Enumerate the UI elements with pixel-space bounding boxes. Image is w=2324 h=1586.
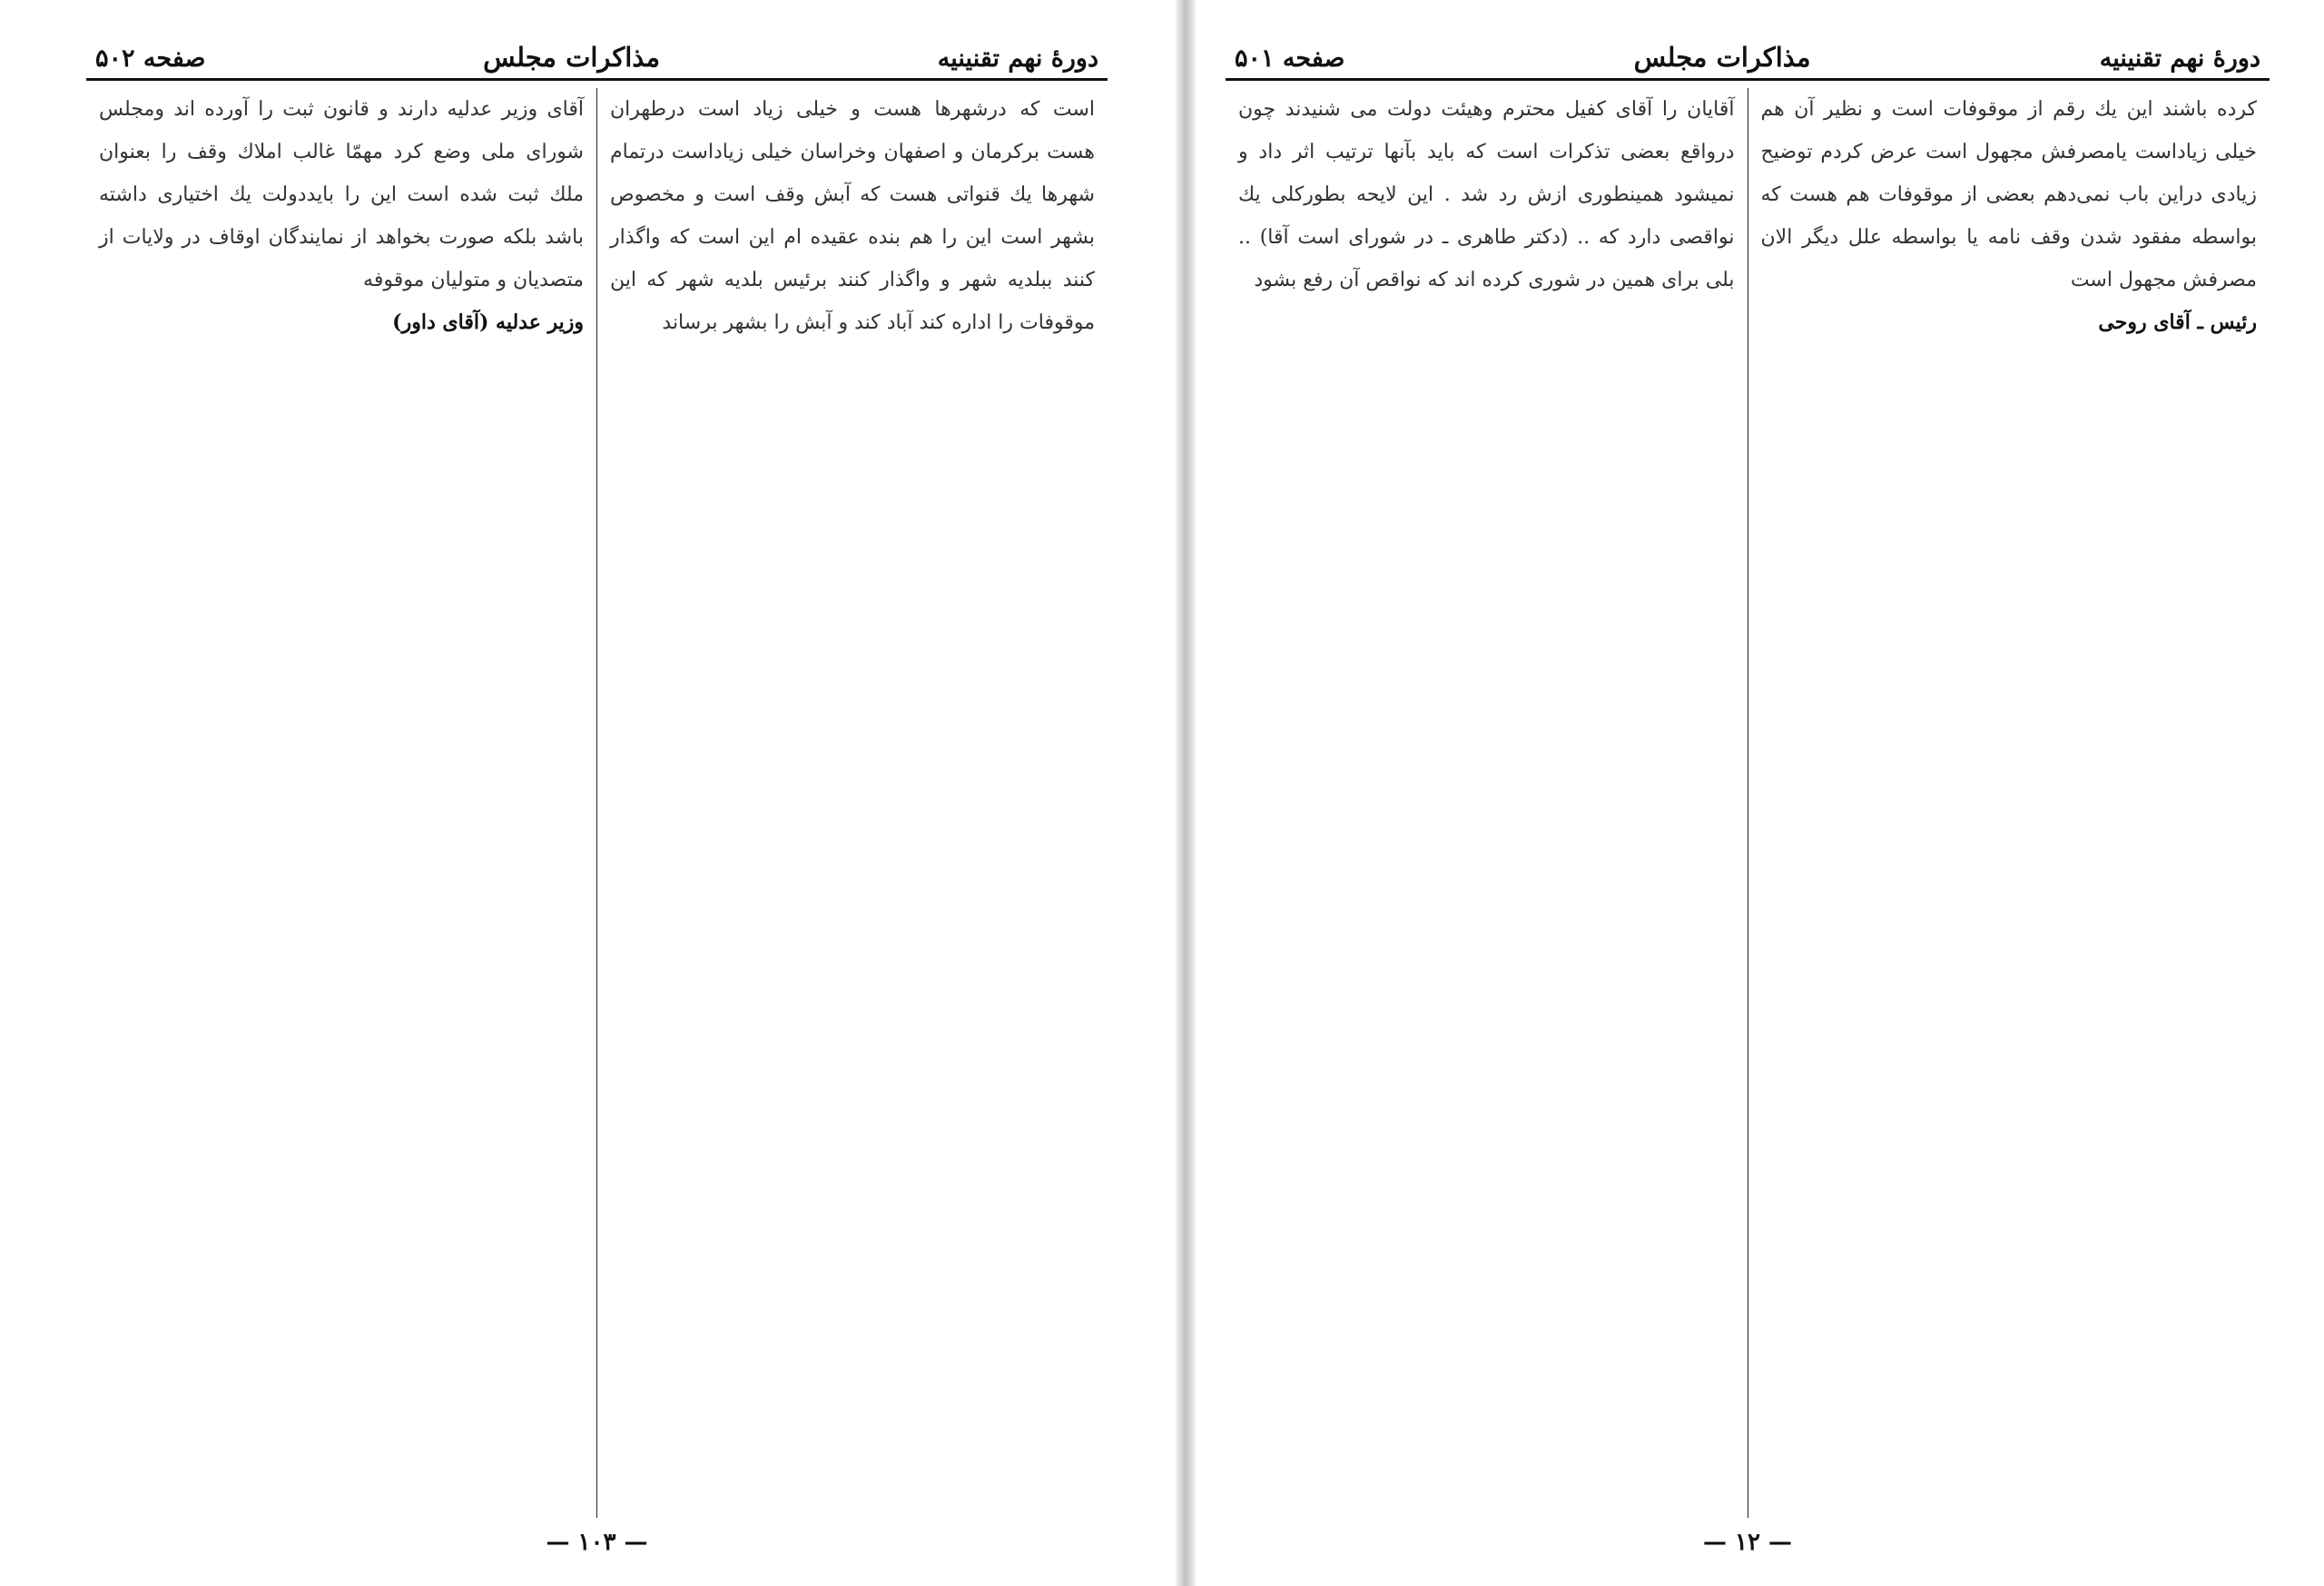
right-page-column-2 xyxy=(1226,88,1748,1518)
right-header-title: مذاکرات مجلس xyxy=(1633,42,1811,73)
left-header-title: مذاکرات مجلس xyxy=(483,42,661,73)
column-text: کرده باشند این یك رقم از موقوفات است و نظیر آن هم خیلی زیاداست یامصرفش مجهول است عرض کردم توضیح زیادی دراین باب نمی‌دهم بعضی از موقوفات هم هست که بواسطه مفقود شدن وقف نامه یا بواسطه علل دیگر الان مصرفش مجهول است xyxy=(1760,98,2257,291)
left-page-columns xyxy=(86,88,1108,1518)
right-header-page-number: صفحه ۵۰۱ xyxy=(1235,44,1345,73)
book-gutter xyxy=(1176,0,1196,1586)
header-rule xyxy=(86,78,1108,81)
right-page-header xyxy=(1226,36,2270,73)
left-page-column-1 xyxy=(597,88,1108,1518)
right-header-section: دورهٔ نهم تقنینیه xyxy=(2099,44,2260,73)
column-text: آقایان را آقای کفیل محترم وهیئت دولت می شنیدند چون درواقع بعضی تذکرات است که باید بآنها ترتیب اثر داد و نمیشود همینطوری ازش رد شد . این لایحه بطورکلی یك نواقصی دارد که .. (دکتر طاهری ـ در شورای است آقا) .. بلی برای همین در شوری کرده اند که نواقص آن رفع بشود xyxy=(1238,98,1735,291)
left-page-column-2 xyxy=(86,88,597,1518)
right-page-footer: — ۱۲ — xyxy=(1702,1529,1793,1556)
column-text: است که درشهرها هست و خیلی زیاد است درطهران هست برکرمان و اصفهان وخراسان خیلی زیاداست درتمام شهرها یك قنواتی هست که آبش وقف است و مخصوص بشهر است این را هم بنده عقیده ام این است که واگذار کنند ببلدیه شهر و واگذار کنند برئیس بلدیه شهر که این موقوفات را اداره کند آباد کند و آبش را بشهر برساند xyxy=(610,98,1095,334)
right-page xyxy=(1198,0,2324,1586)
left-page-footer: — ۱۰۳ — xyxy=(546,1529,648,1556)
speaker-heading: وزیر عدلیه (آقای داور) xyxy=(392,310,584,334)
column-text: آقای وزیر عدلیه دارند و قانون ثبت را آورده اند ومجلس شورای ملی وضع کرد مهمّا غالب املاك وقف را بعنوان ملك ثبت شده است این را بایددولت یك اختیاری داشته باشد بلکه صورت بخواهد از نمایندگان اوقاف در ولایات از متصدیان و متولیان موقوفه xyxy=(99,98,584,291)
right-page-column-1 xyxy=(1748,88,2270,1518)
right-page-columns xyxy=(1226,88,2270,1518)
speaker-heading: رئیس ـ آقای روحی xyxy=(2098,310,2257,334)
left-header-section: دورهٔ نهم تقنینیه xyxy=(937,44,1098,73)
left-header-page-number: صفحه ۵۰۲ xyxy=(95,44,206,73)
left-page-header xyxy=(86,36,1108,73)
header-rule xyxy=(1226,78,2270,81)
